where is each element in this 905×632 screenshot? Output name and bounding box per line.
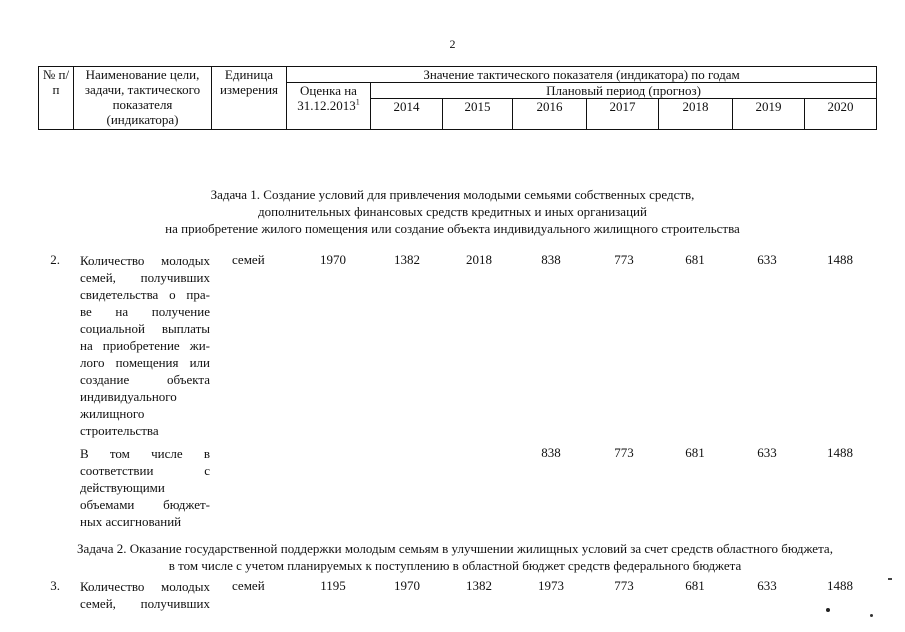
task1-heading	[0, 186, 905, 237]
header-unit-col: Единица измерения	[212, 67, 287, 130]
row2-name-line: свидетельства о пра-	[80, 287, 210, 302]
row2-name-line: социальной выплаты	[80, 321, 210, 336]
row2-name-line: индивидуального	[80, 389, 177, 404]
header-year-2019: 2019	[733, 99, 805, 130]
row2-name-line: лого помещения или	[80, 355, 210, 370]
row2b-name-line: ных ассигнований	[80, 514, 182, 529]
header-name-col: Наименование цели, задачи, тактического показателя (индикатора)	[74, 67, 212, 130]
scan-speck	[826, 608, 830, 612]
header-estimate-text: Оценка на 31.12.2013	[297, 83, 357, 113]
row2-2015: 2018	[466, 252, 492, 267]
task1-line: на приобретение жилого помещения или создание объекта индивидуального жилищного строительства	[165, 221, 740, 236]
row3-2019: 633	[757, 578, 777, 593]
row3-2020: 1488	[827, 578, 853, 593]
header-year-2016: 2016	[513, 99, 587, 130]
row2-name-line: создание объекта	[80, 372, 210, 387]
row2-name	[80, 252, 210, 439]
scan-speck	[870, 614, 873, 617]
row2-2020: 1488	[827, 252, 853, 267]
scan-speck	[888, 578, 892, 580]
row2b-2017: 773	[614, 445, 634, 460]
row2-estimate: 1970	[320, 252, 346, 267]
row2-name-line: Количество молодых	[80, 253, 210, 268]
row2b-name-line: действующими	[80, 480, 165, 495]
header-estimate-col	[287, 83, 371, 130]
task1-line: Задача 1. Создание условий для привлечения молодыми семьями собственных средств,	[210, 187, 695, 202]
page-number: 2	[449, 37, 456, 51]
row2b-2019: 633	[757, 445, 777, 460]
row2-2014: 1382	[394, 252, 420, 267]
row2b-name-line: соответствии с	[80, 463, 210, 478]
task2-heading	[20, 540, 890, 574]
row2-number: 2.	[50, 252, 60, 267]
row3-name-line: семей, получивших	[80, 596, 210, 611]
header-year-2020: 2020	[805, 99, 877, 130]
row2-name-line: ве на получение	[80, 304, 210, 319]
header-estimate-footnote: 1	[355, 97, 360, 107]
row3-2016: 1973	[538, 578, 564, 593]
row2-unit: семей	[232, 252, 265, 267]
row2-name-line: на приобретение жи-	[80, 338, 210, 353]
row3-name	[80, 578, 210, 612]
header-plan-group: Плановый период (прогноз)	[371, 83, 877, 99]
header-year-2017: 2017	[587, 99, 659, 130]
header-table	[38, 66, 877, 130]
header-values-group: Значение тактического показателя (индикатора) по годам	[287, 67, 877, 83]
row2b-2018: 681	[685, 445, 705, 460]
row2-2018: 681	[685, 252, 705, 267]
row2b-name	[80, 445, 210, 530]
task2-line: в том числе с учетом планируемых к поступлению в областной бюджет средств федерального бюджета	[168, 558, 742, 573]
row3-name-line: Количество молодых	[80, 579, 210, 594]
row3-2018: 681	[685, 578, 705, 593]
row2-name-line: жилищного	[80, 406, 145, 421]
row2-name-line: семей, получивших	[80, 270, 210, 285]
row2-name-line: строительства	[80, 423, 159, 438]
row2b-name-line: объемами бюджет-	[80, 497, 210, 512]
header-year-2018: 2018	[659, 99, 733, 130]
header-year-2015: 2015	[443, 99, 513, 130]
row3-unit: семей	[232, 578, 265, 593]
row3-2017: 773	[614, 578, 634, 593]
row2b-2020: 1488	[827, 445, 853, 460]
row3-number: 3.	[50, 578, 60, 593]
header-year-2014: 2014	[371, 99, 443, 130]
row3-2015: 1382	[466, 578, 492, 593]
row2-2017: 773	[614, 252, 634, 267]
row3-estimate: 1195	[320, 578, 346, 593]
row2b-2016: 838	[541, 445, 561, 460]
row2-2016: 838	[541, 252, 561, 267]
row2-2019: 633	[757, 252, 777, 267]
header-num-col: № п/п	[39, 67, 74, 130]
task1-line: дополнительных финансовых средств кредитных и иных организаций	[258, 204, 647, 219]
task2-line: Задача 2. Оказание государственной поддержки молодым семьям в улучшении жилищных условий за счет средств областного бюджета,	[77, 541, 833, 556]
row3-2014: 1970	[394, 578, 420, 593]
row2b-name-line: В том числе в	[80, 446, 210, 461]
